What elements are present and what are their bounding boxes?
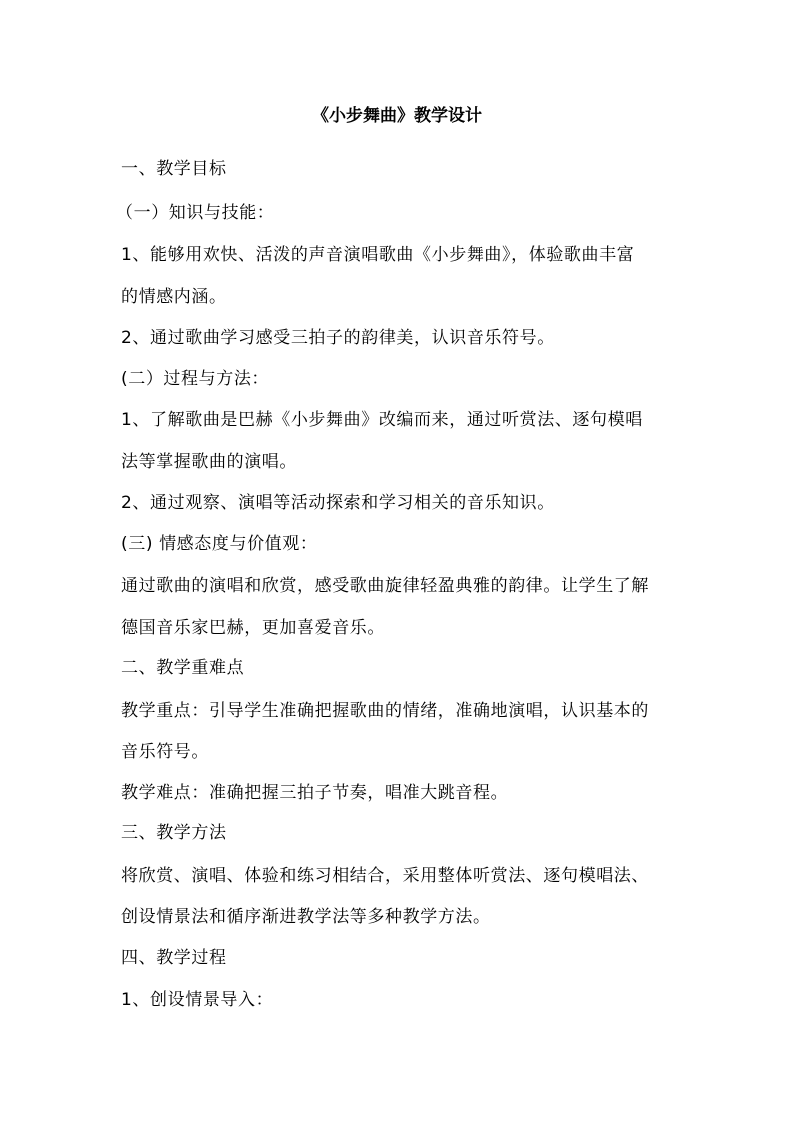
heading-teaching-methods: 三、教学方法 [121, 823, 227, 843]
heading-teaching-process: 四、教学过程 [121, 948, 227, 968]
paragraph-line: 教学难点：准确把握三拍子节奏，唱准大跳音程。 [121, 783, 509, 803]
paragraph-line: 音乐符号。 [121, 742, 209, 762]
document-title: 《小步舞曲》教学设计 [312, 106, 482, 126]
subheading-knowledge-skills: （一）知识与技能： [116, 203, 275, 223]
subheading-emotion-values: (三) 情感态度与价值观： [121, 534, 318, 554]
subheading-process-methods: (二）过程与方法： [121, 369, 270, 389]
paragraph-line: 将欣赏、演唱、体验和练习相结合，采用整体听赏法、逐句模唱法、 [121, 866, 649, 886]
paragraph-line: 2、通过歌曲学习感受三拍子的韵律美，认识音乐符号。 [121, 328, 555, 348]
paragraph-line: 通过歌曲的演唱和欣赏，感受歌曲旋律轻盈典雅的韵律。让学生了解 [121, 576, 649, 596]
paragraph-line: 2、通过观察、演唱等活动探索和学习相关的音乐知识。 [121, 493, 555, 513]
heading-key-difficult-points: 二、教学重难点 [121, 658, 245, 678]
paragraph-line: 1、能够用欢快、活泼的声音演唱歌曲《小步舞曲》，体验歌曲丰富 [121, 245, 635, 265]
paragraph-line: 德国音乐家巴赫，更加喜爱音乐。 [121, 618, 385, 638]
paragraph-line: 1、创设情景导入： [121, 990, 274, 1010]
paragraph-line: 创设情景法和循序渐进教学法等多种教学方法。 [121, 907, 491, 927]
paragraph-line: 1、了解歌曲是巴赫《小步舞曲》改编而来，通过听赏法、逐句模唱 [121, 410, 643, 430]
paragraph-line: 法等掌握歌曲的演唱。 [121, 452, 297, 472]
paragraph-line: 的情感内涵。 [121, 287, 227, 307]
paragraph-line: 教学重点：引导学生准确把握歌曲的情绪，准确地演唱，认识基本的 [121, 701, 649, 721]
heading-teaching-objectives: 一、教学目标 [121, 159, 227, 179]
